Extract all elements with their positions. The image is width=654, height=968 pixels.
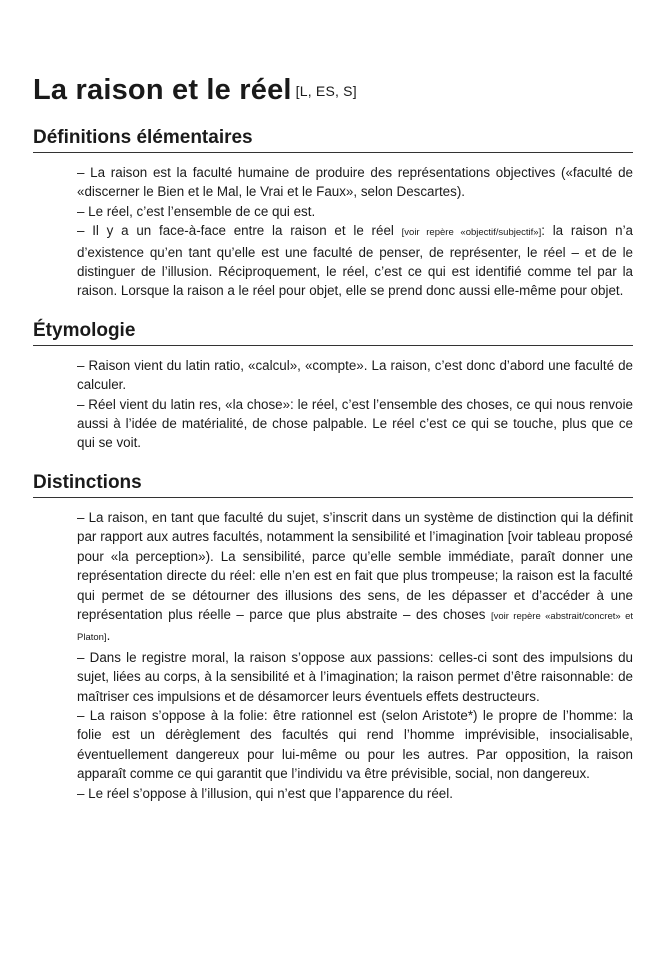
paragraph: – Dans le registre moral, la raison s’oppose aux passions: celles-ci sont des impulsions du sujet, liées au corps, à la sensibilité et à l’imagination; la raison permet d’être raisonnable: de maîtriser ces impulsions et de désamorcer leurs éventuels effets destructeurs. <box>77 649 633 704</box>
title-tag: [L, ES, S] <box>295 83 357 99</box>
title-main: La raison et le réel <box>33 74 292 106</box>
paragraph: – Le réel, c’est l’ensemble de ce qui est. <box>77 203 316 219</box>
section-distinctions <box>33 471 633 803</box>
section-heading: Étymologie <box>33 319 633 346</box>
section-heading: Définitions élémentaires <box>33 126 633 153</box>
paragraph: – Raison vient du latin ratio, «calcul», «compte». La raison, c’est donc d’abord une faculté de calculer. <box>77 357 633 393</box>
paragraph-text-cont: : la raison n’a d’existence qu’en tant qu’elle est une faculté de penser, de représenter, le réel – et de le distinguer de l’illusion. Réciproquement, le réel, c’est ce qui est identifié comme tel par la raison. Lorsque la raison a le réel pour objet, elle se prend donc aussi elle-même pour objet. <box>77 223 633 299</box>
section-heading: Distinctions <box>33 471 633 498</box>
paragraph: – Réel vient du latin res, «la chose»: le réel, c’est l’ensemble des choses, ce qui nous renvoie aussi à l’idée de matérialité, de chose palpable. Le réel c’est ce qui se touche, plus que ce qui se voit. <box>77 396 633 451</box>
paragraph: – Le réel s’oppose à l’illusion, qui n’est que l’apparence du réel. <box>77 785 453 801</box>
paragraph <box>77 508 633 648</box>
paragraph <box>77 221 633 301</box>
paragraph: – La raison s’oppose à la folie: être rationnel est (selon Aristote*) le propre de l’homme: la folie est un dérèglement des facultés qui rend l’homme imprévisible, insocialisable, éventuellement dangereux pour lui-même ou pour les autres. Par opposition, la raison apparaît comme ce qui garantit que l’individu va être prévisible, social, non dangereux. <box>77 707 633 782</box>
section-definitions <box>33 126 633 301</box>
page-title <box>33 70 633 111</box>
paragraph-text-cont: . <box>106 628 111 644</box>
section-body <box>77 508 633 803</box>
section-body <box>77 356 633 453</box>
section-etymology <box>33 319 633 453</box>
paragraph: – La raison est la faculté humaine de produire des représentations objectives («faculté de «discerner le Bien et le Mal, le Vrai et le Faux», selon Descartes). <box>77 165 633 200</box>
cross-reference: [voir repère «objectif/subjectif»] <box>401 227 542 239</box>
cross-reference: [voir repère «abstrait/concret» et Platon] <box>77 610 633 644</box>
paragraph-text: – La raison, en tant que faculté du sujet, s’inscrit dans un système de distinction qui la définit par rapport aux autres facultés, notamment la sensibilité et l’imagination [voir tableau proposé pour «la perception»). La sensibilité, parce qu’elle semble immédiate, paraît donner une représentation directe du réel: elle n’en est en fait que plus trompeuse; la raison est la faculté qui permet de se détourner des illusions des sens, de les dépasser et d’accéder à une représentation plus réelle – parce que plus abstraite – des choses <box>77 509 633 622</box>
paragraph-text: – Il y a un face-à-face entre la raison et le réel <box>77 223 402 239</box>
page <box>33 70 633 803</box>
section-body <box>77 163 633 301</box>
